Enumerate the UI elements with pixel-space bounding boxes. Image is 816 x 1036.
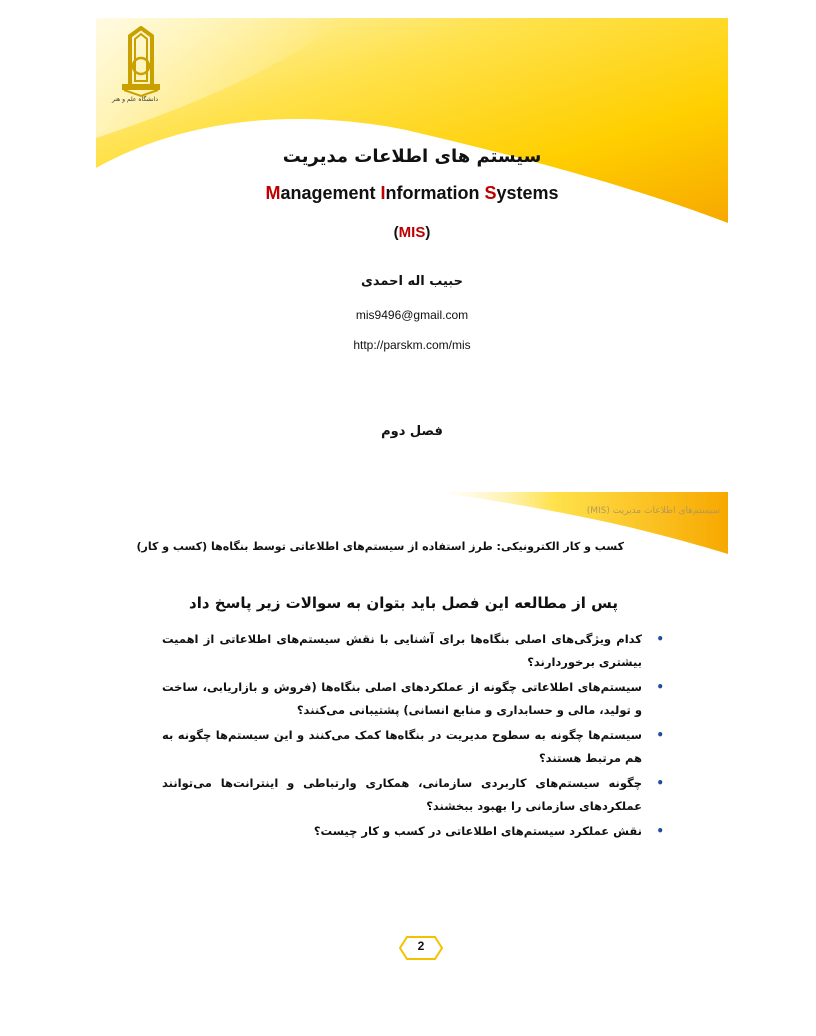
question-text: چگونه سیستم‌های کاربردی سازمانی، همکاری وارتباطی و اینترانت‌ها می‌توانند عملکردهای سازمانی را بهبود ببخشند؟	[162, 776, 642, 813]
slide-heading: پس از مطالعه این فصل باید بتوان به سوالات زیر پاسخ داد	[189, 594, 618, 612]
question-text: سیستم‌های اطلاعاتی چگونه از عملکردهای اصلی بنگاه‌ها (فروش و بازاریابی، ساخت و تولید، مالی و حسابداری و منابع انسانی) پشتیبانی می‌کنند؟	[162, 680, 642, 717]
bullet-icon: •	[656, 776, 664, 790]
yellow-swoosh-background	[96, 18, 728, 472]
list-item	[162, 628, 664, 674]
title-english	[96, 183, 728, 204]
logo-caption: دانشگاه علم و هنر	[111, 96, 159, 103]
title-initial-i: I	[380, 183, 386, 203]
bullet-icon: •	[656, 632, 664, 646]
question-text: کدام ویژگی‌های اصلی بنگاه‌ها برای آشنایی با نقش سیستم‌های اطلاعاتی از اهمیت بیشتری برخوردارند؟	[162, 632, 642, 669]
question-text: نقش عملکرد سیستم‌های اطلاعاتی در کسب و کار چیست؟	[313, 824, 642, 838]
title-word-rest-2: nformation	[385, 183, 485, 203]
acronym-text: MIS	[398, 224, 426, 241]
slide-subtitle: کسب و کار الکترونیکی: طرز استفاده از سیستم‌های اطلاعاتی توسط بنگاه‌ها (کسب و کار)	[136, 540, 624, 553]
author-email: mis9496@gmail.com	[355, 308, 469, 322]
bullet-icon: •	[656, 824, 664, 838]
title-initial-m: M	[265, 183, 281, 203]
page-number: 2	[417, 939, 425, 953]
title-word-rest-1: anagement	[280, 183, 381, 203]
acronym-open: (	[393, 224, 399, 241]
title-slide	[96, 18, 728, 472]
title-word-rest-3: ystems	[496, 183, 559, 203]
question-list	[162, 628, 664, 845]
list-item	[162, 724, 664, 770]
author-url: http://parskm.com/mis	[353, 338, 471, 352]
list-item	[162, 676, 664, 722]
running-header: سیستم‌های اطلاعات مدیریت (MIS)	[586, 506, 720, 516]
author-name: حبیب اله احمدی	[361, 274, 463, 289]
content-slide	[96, 492, 728, 988]
acronym	[96, 224, 728, 241]
question-text: سیستم‌ها چگونه به سطوح مدیریت در بنگاه‌ها کمک می‌کنند و این سیستم‌ها چگونه به هم مرتبط هستند؟	[162, 728, 642, 765]
bullet-icon: •	[656, 728, 664, 742]
chapter-label: فصل دوم	[381, 424, 443, 439]
bullet-icon: •	[656, 680, 664, 694]
university-logo	[114, 26, 168, 118]
title-initial-s: S	[484, 183, 497, 203]
title-persian: سیستم های اطلاعات مدیریت	[282, 146, 542, 167]
acronym-close: )	[425, 224, 431, 241]
list-item	[162, 772, 664, 818]
list-item	[162, 820, 664, 843]
